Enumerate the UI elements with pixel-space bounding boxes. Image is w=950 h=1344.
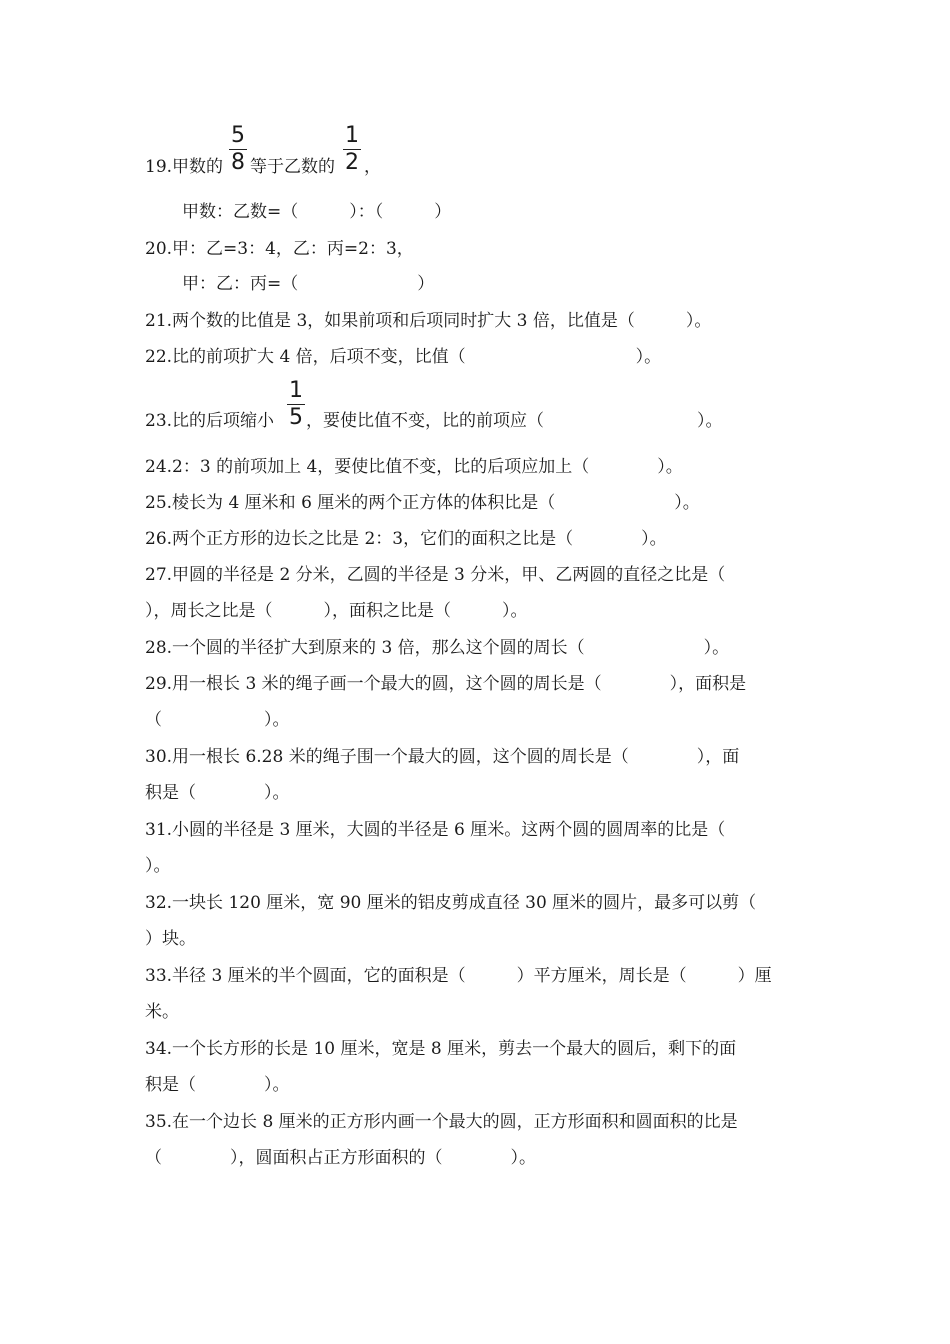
q30-line1: 30.用一根长 6.28 米的绳子围一个最大的圆，这个圆的周长是（ ），面 xyxy=(145,747,740,767)
q19-fraction-5-8 xyxy=(229,124,247,175)
q24-text: 24.2：3 的前项加上 4，要使比值不变，比的后项应加上（ ）。 xyxy=(145,457,683,477)
fraction-numerator: 5 xyxy=(231,123,245,148)
q33-line2: 米。 xyxy=(145,1002,179,1022)
fraction-denominator: 2 xyxy=(345,150,359,175)
q32-line1: 32.一块长 120 厘米，宽 90 厘米的铝皮剪成直径 30 厘米的圆片，最多可以剪（ xyxy=(145,893,757,913)
fraction-denominator: 8 xyxy=(231,150,245,175)
fraction-numerator: 1 xyxy=(289,378,303,403)
fraction-numerator: 1 xyxy=(345,123,359,148)
q34-line2: 积是（ ）。 xyxy=(145,1075,290,1095)
q34-line1: 34.一个长方形的长是 10 厘米，宽是 8 厘米，剪去一个最大的圆后，剩下的面 xyxy=(145,1039,737,1059)
q30-line2: 积是（ ）。 xyxy=(145,783,290,803)
q27-line2: ），周长之比是（ ），面积之比是（ ）。 xyxy=(145,601,528,621)
q27-line1: 27.甲圆的半径是 2 分米，乙圆的半径是 3 分米，甲、乙两圆的直径之比是（ xyxy=(145,565,726,585)
q19-line1-mid: 等于乙数的 xyxy=(250,157,335,177)
q19-line2: 甲数：乙数=（ ）：（ ） xyxy=(182,202,452,222)
q31-line1: 31.小圆的半径是 3 厘米，大圆的半径是 6 厘米。这两个圆的圆周率的比是（ xyxy=(145,820,726,840)
q35-line2: （ ），圆面积占正方形面积的（ ）。 xyxy=(145,1148,536,1168)
q23-post: ，要使比值不变，比的前项应（ ）。 xyxy=(306,411,723,431)
q35-line1: 35.在一个边长 8 厘米的正方形内画一个最大的圆，正方形面积和圆面积的比是 xyxy=(145,1112,738,1132)
q19-line1-pre: 19.甲数的 xyxy=(145,157,224,177)
q31-line2: ）。 xyxy=(145,856,171,876)
q23-fraction-1-5 xyxy=(287,379,305,430)
fraction-denominator: 5 xyxy=(289,405,303,430)
q29-line2: （ ）。 xyxy=(145,710,290,730)
q23-pre: 23.比的后项缩小 xyxy=(145,411,275,431)
q26-text: 26.两个正方形的边长之比是 2：3，它们的面积之比是（ ）。 xyxy=(145,529,667,549)
q20-line1: 20.甲：乙=3：4，乙：丙=2：3， xyxy=(145,239,414,259)
q19-line1-post: ， xyxy=(364,157,381,177)
q22-text: 22.比的前项扩大 4 倍，后项不变，比值（ ）。 xyxy=(145,347,662,367)
q21-text: 21.两个数的比值是 3，如果前项和后项同时扩大 3 倍，比值是（ ）。 xyxy=(145,311,712,331)
q33-line1: 33.半径 3 厘米的半个圆面，它的面积是（ ）平方厘米，周长是（ ）厘 xyxy=(145,966,772,986)
q19-fraction-1-2 xyxy=(343,124,361,175)
q25-text: 25.棱长为 4 厘米和 6 厘米的两个正方体的体积比是（ ）。 xyxy=(145,493,700,513)
q32-line2: ）块。 xyxy=(145,929,196,949)
q28-text: 28.一个圆的半径扩大到原来的 3 倍，那么这个圆的周长（ ）。 xyxy=(145,638,730,658)
q29-line1: 29.用一根长 3 米的绳子画一个最大的圆，这个圆的周长是（ ），面积是 xyxy=(145,674,747,694)
q20-line2: 甲：乙：丙=（ ） xyxy=(182,274,435,294)
